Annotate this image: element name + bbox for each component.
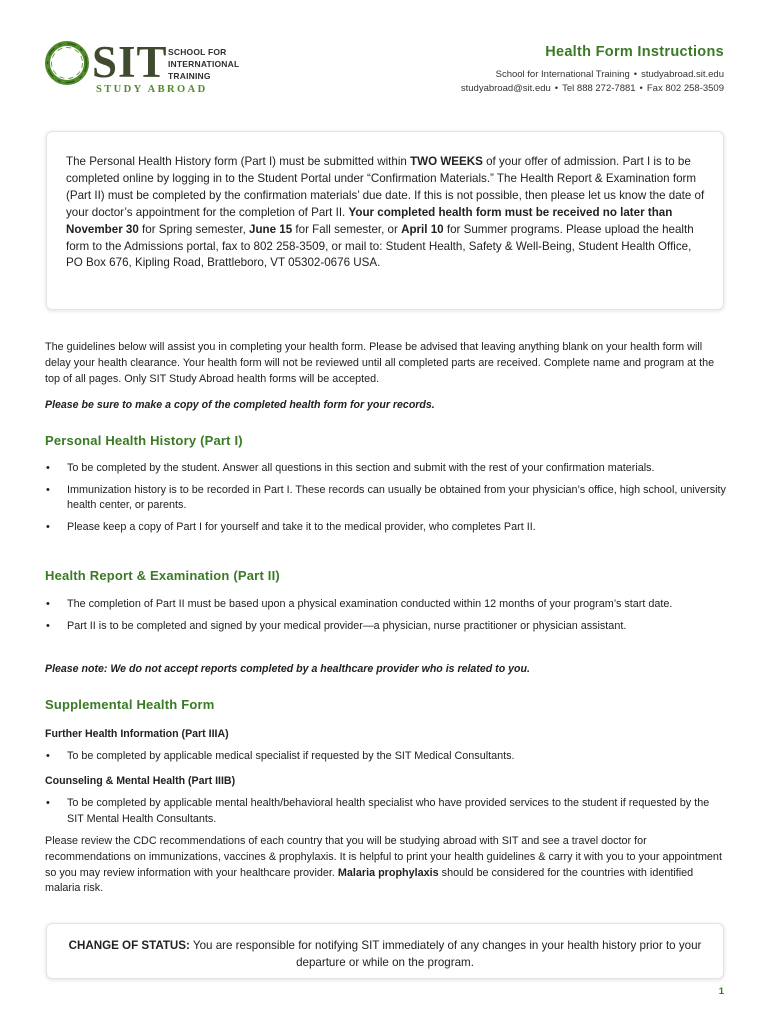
- page-title: Health Form Instructions: [545, 44, 724, 60]
- copy-note-section: [45, 399, 727, 411]
- part3b-list: [45, 796, 727, 827]
- part1-list: [45, 461, 727, 535]
- supplemental-section: [45, 697, 727, 712]
- supplemental-heading: Supplemental Health Form: [45, 697, 215, 712]
- list-item: • Immunization history is to be recorded in Part I. These records can usually be obtained from your physician’s office, high school, university health center, or parents.: [46, 483, 726, 512]
- contact-line-1: School for International Training • studyabroad.sit.edu: [495, 69, 724, 80]
- part2-section: [45, 568, 727, 583]
- part1-section: [45, 433, 727, 448]
- list-item: • The completion of Part II must be based upon a physical examination conducted within 12 months of your program’s start date.: [46, 598, 673, 610]
- page-number: 1: [718, 986, 724, 997]
- intro-section: [45, 340, 727, 387]
- website-link[interactable]: studyabroad.sit.edu: [641, 69, 724, 80]
- fax-number: Fax 802 258-3509: [646, 83, 724, 94]
- part2-list: [45, 597, 727, 634]
- logo-sit-text: SIT: [92, 37, 168, 87]
- sit-logo: [44, 37, 244, 100]
- part2-heading: Health Report & Examination (Part II): [45, 568, 280, 583]
- intro-paragraph: The guidelines below will assist you in completing your health form. Please be advised that leaving anything blank on your health form will delay your health clearance. Your health form will not be reviewed until all completed parts are received. Complete name and program at the top of all pages. Only SIT Study Abroad health forms will be accepted.: [45, 341, 715, 385]
- part2-note: Please note: We do not accept reports completed by a healthcare provider who is related to you.: [45, 663, 530, 675]
- part3b-subheading: Counseling & Mental Health (Part IIIB): [45, 775, 236, 787]
- email-link[interactable]: studyabroad@sit.edu: [460, 83, 551, 94]
- change-of-status-text: CHANGE OF STATUS: You are responsible for notifying SIT immediately of any changes in your health history prior to your departure or while on the program.: [68, 939, 702, 969]
- list-item: • To be completed by applicable medical specialist if requested by the SIT Medical Consultants.: [46, 750, 515, 762]
- part3a-list: [45, 749, 727, 765]
- list-item: • Part II is to be completed and signed by your medical provider—a physician, nurse practitioner or physician assistant.: [46, 619, 627, 632]
- header-contact: [461, 44, 724, 95]
- list-item: • To be completed by the student. Answer all questions in this section and submit with the rest of your confirmation materials.: [46, 462, 655, 474]
- change-of-status-box: [46, 923, 724, 979]
- logo-school-name: SCHOOL FOR INTERNATIONAL TRAINING: [168, 47, 240, 81]
- phone-number: Tel 888 272-7881: [562, 83, 636, 94]
- logo-study-abroad: STUDY ABROAD: [96, 84, 208, 95]
- part1-heading: Personal Health History (Part I): [45, 433, 243, 448]
- logo-circle-icon: [44, 40, 90, 86]
- submission-notice-box: [46, 131, 724, 310]
- contact-line-2: studyabroad@sit.edu • Tel 888 272-7881 • Fax 802 258-3509: [460, 83, 724, 94]
- submission-notice-text: The Personal Health History form (Part I) must be submitted within TWO WEEKS of your offer of admission. Part I is to be completed online by logging in to the Student Portal under “Confirmation Materials.” The Health Report & Examination form (Part II) must be completed by the confirmation materials’ due date. If this is not possible, then please let us know the date of your doctor’s appointment for the completion of Part II. Your completed health form must be received no later than November 30 for Spring semester, June 15 for Fall semester, or April 10 for Summer programs. Please upload the health form to the Admissions portal, fax to 802 258-3509, or mail to: Student Health, Safety & Well-Being, Student Health Office, PO Box 676, Kipling Road, Brattleboro, VT 05302-0676 USA.: [66, 155, 705, 270]
- part3a-subheading: Further Health Information (Part IIIA): [45, 728, 229, 740]
- list-item: • To be completed by applicable mental health/behavioral health specialist who have provided services to the student if requested by the SIT Mental Health Consultants.: [46, 797, 710, 825]
- cdc-paragraph: Please review the CDC recommendations of each country that you will be studying abroad with SIT and see a travel doctor for recommendations on immunizations, vaccines & prophylaxis. It is helpful to print your health guidelines & carry it with you to your appointment so you may review information with your healthcare provider. Malaria prophylaxis should be considered for the countries with identified malaria risk.: [45, 835, 722, 895]
- copy-note: Please be sure to make a copy of the completed health form for your records.: [45, 399, 435, 411]
- list-item: • Please keep a copy of Part I for yourself and take it to the medical provider, who completes Part II.: [46, 520, 536, 533]
